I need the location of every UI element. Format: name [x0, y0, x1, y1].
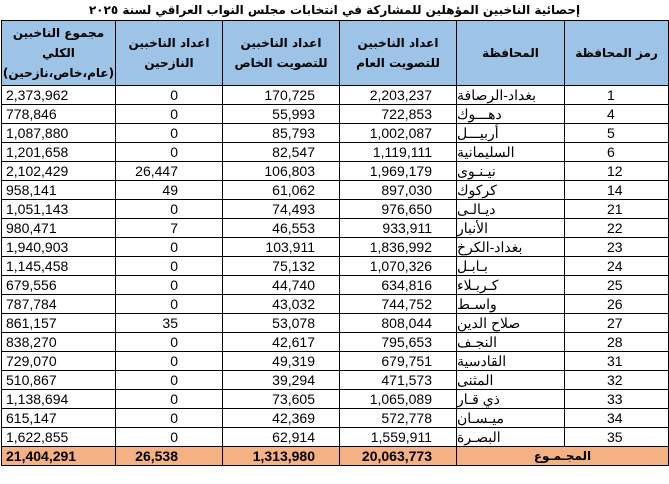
cell-governorate: ذي قـار — [457, 390, 565, 409]
cell-total: 1,622,855 — [2, 428, 116, 447]
table-row — [2, 200, 669, 219]
cell-displaced: 7 — [116, 219, 223, 238]
cell-general: 795,653 — [340, 333, 457, 352]
cell-displaced: 0 — [116, 371, 223, 390]
cell-general: 471,573 — [340, 371, 457, 390]
cell-displaced: 0 — [116, 86, 223, 105]
cell-code: 6 — [565, 143, 669, 162]
totals-general: 20,063,773 — [340, 447, 457, 466]
cell-code: 35 — [565, 428, 669, 447]
cell-code: 5 — [565, 124, 669, 143]
cell-code: 32 — [565, 371, 669, 390]
table-row — [2, 124, 669, 143]
header-displaced: اعداد الناخبين النازحين — [116, 21, 223, 86]
cell-special: 39,294 — [223, 371, 340, 390]
table-row — [2, 162, 669, 181]
cell-code: 25 — [565, 276, 669, 295]
cell-governorate: كـربـلاء — [457, 276, 565, 295]
cell-total: 1,940,903 — [2, 238, 116, 257]
cell-code: 14 — [565, 181, 669, 200]
cell-total: 787,784 — [2, 295, 116, 314]
cell-special: 106,803 — [223, 162, 340, 181]
cell-general: 2,203,237 — [340, 86, 457, 105]
cell-displaced: 0 — [116, 238, 223, 257]
cell-special: 103,911 — [223, 238, 340, 257]
table-header-row — [2, 21, 669, 86]
cell-total: 778,846 — [2, 105, 116, 124]
totals-row — [2, 447, 669, 466]
cell-special: 53,078 — [223, 314, 340, 333]
cell-special: 42,617 — [223, 333, 340, 352]
cell-special: 85,793 — [223, 124, 340, 143]
table-row — [2, 181, 669, 200]
cell-code: 34 — [565, 409, 669, 428]
cell-general: 1,065,089 — [340, 390, 457, 409]
cell-total: 838,270 — [2, 333, 116, 352]
cell-governorate: النجـف — [457, 333, 565, 352]
table-row — [2, 86, 669, 105]
cell-displaced: 0 — [116, 409, 223, 428]
cell-governorate: بغداد-الرصافة — [457, 86, 565, 105]
cell-general: 976,650 — [340, 200, 457, 219]
cell-special: 55,993 — [223, 105, 340, 124]
cell-displaced: 0 — [116, 276, 223, 295]
cell-displaced: 49 — [116, 181, 223, 200]
cell-code: 24 — [565, 257, 669, 276]
cell-total: 510,867 — [2, 371, 116, 390]
cell-code: 12 — [565, 162, 669, 181]
table-row — [2, 333, 669, 352]
cell-displaced: 0 — [116, 124, 223, 143]
cell-displaced: 0 — [116, 390, 223, 409]
cell-displaced: 0 — [116, 428, 223, 447]
cell-code: 26 — [565, 295, 669, 314]
cell-general: 744,752 — [340, 295, 457, 314]
cell-general: 808,044 — [340, 314, 457, 333]
cell-special: 46,553 — [223, 219, 340, 238]
cell-general: 572,778 — [340, 409, 457, 428]
table-row — [2, 390, 669, 409]
cell-total: 1,087,880 — [2, 124, 116, 143]
cell-special: 73,605 — [223, 390, 340, 409]
cell-total: 729,070 — [2, 352, 116, 371]
cell-special: 43,032 — [223, 295, 340, 314]
cell-governorate: بغداد-الكرخ — [457, 238, 565, 257]
cell-governorate: صلاح الدين — [457, 314, 565, 333]
cell-code: 27 — [565, 314, 669, 333]
header-special: اعداد الناخبين للتصويت الخاص — [223, 21, 340, 86]
cell-code: 28 — [565, 333, 669, 352]
cell-general: 1,002,087 — [340, 124, 457, 143]
cell-special: 74,493 — [223, 200, 340, 219]
cell-governorate: البصـرة — [457, 428, 565, 447]
cell-code: 4 — [565, 105, 669, 124]
cell-displaced: 0 — [116, 143, 223, 162]
cell-code: 31 — [565, 352, 669, 371]
cell-total: 1,145,458 — [2, 257, 116, 276]
cell-special: 170,725 — [223, 86, 340, 105]
cell-displaced: 0 — [116, 295, 223, 314]
cell-governorate: المثنى — [457, 371, 565, 390]
totals-special: 1,313,980 — [223, 447, 340, 466]
cell-code: 22 — [565, 219, 669, 238]
totals-displaced: 26,538 — [116, 447, 223, 466]
table-row — [2, 352, 669, 371]
table-row — [2, 143, 669, 162]
cell-displaced: 0 — [116, 257, 223, 276]
cell-governorate: بـابـل — [457, 257, 565, 276]
cell-total: 615,147 — [2, 409, 116, 428]
cell-total: 2,102,429 — [2, 162, 116, 181]
cell-general: 1,969,179 — [340, 162, 457, 181]
cell-governorate: ديـالـى — [457, 200, 565, 219]
cell-total: 679,556 — [2, 276, 116, 295]
header-code: رمز المحافظة — [565, 21, 669, 86]
cell-general: 722,853 — [340, 105, 457, 124]
table-row — [2, 295, 669, 314]
cell-governorate: السليمانية — [457, 143, 565, 162]
table-row — [2, 257, 669, 276]
cell-special: 75,132 — [223, 257, 340, 276]
table-row — [2, 371, 669, 390]
cell-displaced: 0 — [116, 352, 223, 371]
cell-governorate: أربيـــل — [457, 124, 565, 143]
cell-special: 49,319 — [223, 352, 340, 371]
header-general: اعداد الناخبين للتصويت العام — [340, 21, 457, 86]
cell-governorate: نيـنـوى — [457, 162, 565, 181]
cell-total: 2,373,962 — [2, 86, 116, 105]
cell-special: 44,740 — [223, 276, 340, 295]
cell-code: 23 — [565, 238, 669, 257]
cell-special: 62,914 — [223, 428, 340, 447]
table-row — [2, 428, 669, 447]
table-row — [2, 219, 669, 238]
cell-special: 61,062 — [223, 181, 340, 200]
cell-total: 980,471 — [2, 219, 116, 238]
cell-governorate: دهـــوك — [457, 105, 565, 124]
header-total: مجموع الناخبين الكلي (عام،خاص،نازحين) — [2, 21, 116, 86]
cell-general: 679,751 — [340, 352, 457, 371]
cell-special: 42,369 — [223, 409, 340, 428]
cell-general: 1,559,911 — [340, 428, 457, 447]
cell-total: 1,051,143 — [2, 200, 116, 219]
table-row — [2, 276, 669, 295]
cell-displaced: 0 — [116, 333, 223, 352]
cell-displaced: 35 — [116, 314, 223, 333]
cell-general: 897,030 — [340, 181, 457, 200]
cell-total: 861,157 — [2, 314, 116, 333]
cell-total: 958,141 — [2, 181, 116, 200]
cell-code: 33 — [565, 390, 669, 409]
cell-code: 21 — [565, 200, 669, 219]
cell-displaced: 26,447 — [116, 162, 223, 181]
table-row — [2, 314, 669, 333]
page-title: إحصائية الناخبين المؤهلين للمشاركة في انتخابات مجلس النواب العراقي لسنة ٢٠٢٥ — [88, 3, 581, 17]
table-row — [2, 105, 669, 124]
table-row — [2, 238, 669, 257]
cell-displaced: 0 — [116, 105, 223, 124]
header-governorate: المحافظة — [457, 21, 565, 86]
cell-code: 1 — [565, 86, 669, 105]
cell-general: 933,911 — [340, 219, 457, 238]
cell-general: 1,119,111 — [340, 143, 457, 162]
cell-special: 82,547 — [223, 143, 340, 162]
cell-governorate: الأنبار — [457, 219, 565, 238]
cell-governorate: ميـسـان — [457, 409, 565, 428]
cell-total: 1,201,658 — [2, 143, 116, 162]
totals-total: 21,404,291 — [2, 447, 116, 466]
cell-general: 1,836,992 — [340, 238, 457, 257]
totals-label: المجـمـوع — [457, 447, 669, 466]
cell-governorate: واسـط — [457, 295, 565, 314]
cell-governorate: كركوك — [457, 181, 565, 200]
table-row — [2, 409, 669, 428]
cell-displaced: 0 — [116, 200, 223, 219]
electors-table — [1, 20, 669, 466]
cell-general: 1,070,326 — [340, 257, 457, 276]
cell-total: 1,138,694 — [2, 390, 116, 409]
cell-governorate: القادسية — [457, 352, 565, 371]
cell-general: 634,816 — [340, 276, 457, 295]
